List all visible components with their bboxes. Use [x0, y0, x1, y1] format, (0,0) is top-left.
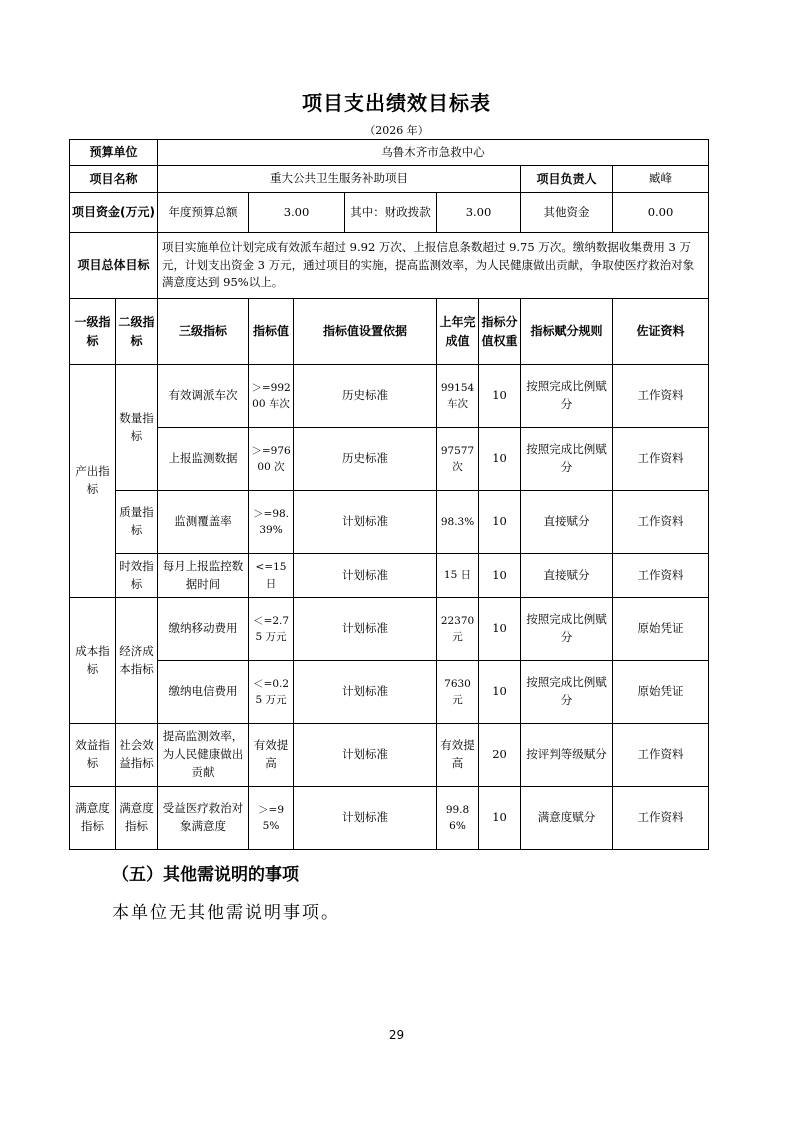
subgroup-quality: 质量指标 — [116, 491, 158, 554]
row-value: ＜=2.75 万元 — [249, 598, 294, 661]
row-weight: 20 — [479, 724, 521, 787]
project-lead-label: 项目负责人 — [521, 166, 613, 193]
row-value: ＜=0.25 万元 — [249, 661, 294, 724]
row-evidence: 工作资料 — [613, 491, 709, 554]
budget-unit-row — [70, 140, 709, 166]
group-output: 产出指标 — [70, 365, 116, 598]
budget-unit-value: 乌鲁木齐市急救中心 — [158, 140, 709, 166]
header-evidence: 佐证资料 — [613, 299, 709, 365]
row-evidence: 工作资料 — [613, 787, 709, 850]
row-evidence: 工作资料 — [613, 365, 709, 428]
row-value: 有效提高 — [249, 724, 294, 787]
overall-goal-text: 项目实施单位计划完成有效派车超过 9.92 万次、上报信息条数超过 9.75 万次。缴纳数据收集费用 3 万元，计划支出资金 3 万元，通过项目的实施，提高监测效率，为人民健康做出贡献，争取使医疗救治对象满意度达到 95%以上。 — [158, 233, 709, 299]
row-weight: 10 — [479, 787, 521, 850]
budget-unit-label: 预算单位 — [70, 140, 158, 166]
row-l3: 提高监测效率，为人民健康做出贡献 — [158, 724, 249, 787]
table-row — [70, 428, 709, 491]
overall-goal-label: 项目总体目标 — [70, 233, 158, 299]
row-last-year: 22370 元 — [437, 598, 479, 661]
row-rule: 直接赋分 — [521, 554, 613, 598]
year-label: （2026 年） — [364, 124, 429, 137]
header-basis: 指标值设置依据 — [294, 299, 437, 365]
row-last-year: 有效提高 — [437, 724, 479, 787]
subgroup-timeliness: 时效指标 — [116, 554, 158, 598]
other-funds-value: 0.00 — [613, 193, 709, 233]
row-rule: 按评判等级赋分 — [521, 724, 613, 787]
row-basis: 历史标准 — [294, 428, 437, 491]
row-rule: 按照完成比例赋分 — [521, 661, 613, 724]
row-l3: 有效调派车次 — [158, 365, 249, 428]
row-last-year: 99.86% — [437, 787, 479, 850]
subgroup-satisfaction: 满意度指标 — [116, 787, 158, 850]
table-row — [70, 491, 709, 554]
row-evidence: 工作资料 — [613, 554, 709, 598]
performance-target-table — [69, 139, 709, 850]
funds-row — [70, 193, 709, 233]
row-evidence: 原始凭证 — [613, 598, 709, 661]
row-weight: 10 — [479, 428, 521, 491]
other-funds-label: 其他资金 — [521, 193, 613, 233]
overall-goal-row — [70, 233, 709, 299]
row-last-year: 7630 元 — [437, 661, 479, 724]
header-level3: 三级指标 — [158, 299, 249, 365]
row-l3: 缴纳移动费用 — [158, 598, 249, 661]
row-l3: 上报监测数据 — [158, 428, 249, 491]
header-rule: 指标赋分规则 — [521, 299, 613, 365]
subgroup-economic-cost: 经济成本指标 — [116, 598, 158, 724]
row-basis: 计划标准 — [294, 554, 437, 598]
row-weight: 10 — [479, 554, 521, 598]
row-evidence: 工作资料 — [613, 428, 709, 491]
annual-budget-label: 年度预算总额 — [158, 193, 249, 233]
row-weight: 10 — [479, 365, 521, 428]
section-heading: （五）其他需说明的事项 — [112, 865, 299, 885]
row-value: ＞=97600 次 — [249, 428, 294, 491]
page-number: 29 — [388, 1028, 405, 1042]
project-name-row — [70, 166, 709, 193]
row-basis: 计划标准 — [294, 661, 437, 724]
table-row — [70, 787, 709, 850]
subgroup-social-benefit: 社会效益指标 — [116, 724, 158, 787]
header-last-year: 上年完成值 — [437, 299, 479, 365]
row-evidence: 原始凭证 — [613, 661, 709, 724]
section-text: 本单位无其他需说明事项。 — [112, 903, 340, 923]
project-lead-value: 臧峰 — [613, 166, 709, 193]
fiscal-value: 3.00 — [437, 193, 521, 233]
fiscal-label: 其中：财政拨款 — [345, 193, 437, 233]
row-rule: 按照完成比例赋分 — [521, 365, 613, 428]
row-rule: 直接赋分 — [521, 491, 613, 554]
header-weight: 指标分值权重 — [479, 299, 521, 365]
funds-label: 项目资金(万元) — [70, 193, 158, 233]
group-benefit: 效益指标 — [70, 724, 116, 787]
row-rule: 按照完成比例赋分 — [521, 598, 613, 661]
row-basis: 计划标准 — [294, 724, 437, 787]
project-name-value: 重大公共卫生服务补助项目 — [158, 166, 521, 193]
header-value: 指标值 — [249, 299, 294, 365]
group-satisfaction: 满意度指标 — [70, 787, 116, 850]
row-value: ＞=98.39% — [249, 491, 294, 554]
row-weight: 10 — [479, 661, 521, 724]
table-row — [70, 598, 709, 661]
table-row — [70, 724, 709, 787]
table-row — [70, 661, 709, 724]
row-value: ＞=99200 车次 — [249, 365, 294, 428]
page-title: 项目支出绩效目标表 — [302, 91, 491, 115]
row-value: <=15 日 — [249, 554, 294, 598]
header-level1: 一级指标 — [70, 299, 116, 365]
row-l3: 每月上报监控数据时间 — [158, 554, 249, 598]
project-name-label: 项目名称 — [70, 166, 158, 193]
annual-budget-value: 3.00 — [249, 193, 345, 233]
row-rule: 满意度赋分 — [521, 787, 613, 850]
row-basis: 历史标准 — [294, 365, 437, 428]
row-basis: 计划标准 — [294, 787, 437, 850]
row-rule: 按照完成比例赋分 — [521, 428, 613, 491]
row-evidence: 工作资料 — [613, 724, 709, 787]
row-last-year: 97577 次 — [437, 428, 479, 491]
row-last-year: 99154 车次 — [437, 365, 479, 428]
row-basis: 计划标准 — [294, 598, 437, 661]
row-last-year: 15 日 — [437, 554, 479, 598]
header-row — [70, 299, 709, 365]
group-cost: 成本指标 — [70, 598, 116, 724]
row-weight: 10 — [479, 598, 521, 661]
row-l3: 缴纳电信费用 — [158, 661, 249, 724]
header-level2: 二级指标 — [116, 299, 158, 365]
row-weight: 10 — [479, 491, 521, 554]
table-row — [70, 365, 709, 428]
row-basis: 计划标准 — [294, 491, 437, 554]
subgroup-quantity: 数量指标 — [116, 365, 158, 491]
row-l3: 监测覆盖率 — [158, 491, 249, 554]
row-last-year: 98.3% — [437, 491, 479, 554]
row-l3: 受益医疗救治对象满意度 — [158, 787, 249, 850]
table-row — [70, 554, 709, 598]
row-value: ＞=95% — [249, 787, 294, 850]
